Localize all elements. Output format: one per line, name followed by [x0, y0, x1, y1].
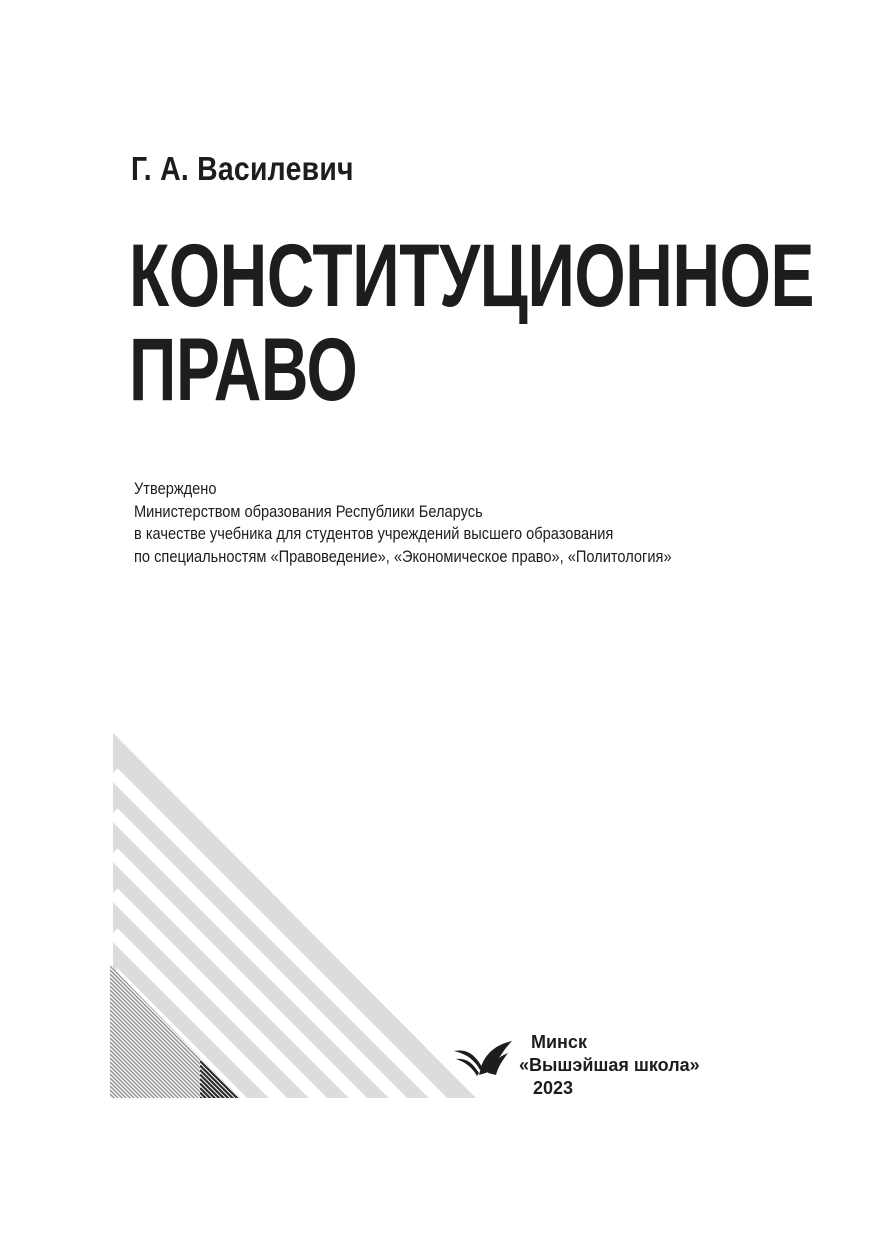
hatch-line — [110, 1078, 380, 1241]
hatch-line — [110, 1138, 380, 1241]
hatch-line — [110, 1190, 380, 1241]
hatch-line — [110, 1082, 380, 1241]
hatch-line — [110, 1090, 380, 1241]
title-line-2: ПРАВО — [129, 319, 358, 419]
hatch-line — [200, 1142, 284, 1226]
hatch-line — [110, 1230, 380, 1241]
hatch-line — [110, 1086, 380, 1241]
hatch-line — [200, 1102, 284, 1186]
hatch-line — [110, 1118, 380, 1241]
hatch-line — [110, 1142, 380, 1241]
author-name: Г. А. Василевич — [131, 150, 354, 187]
hatch-line — [110, 1106, 380, 1241]
hatch-line — [200, 1088, 284, 1172]
diagonal-stripe-band — [113, 733, 500, 1241]
hatch-line — [110, 1098, 380, 1241]
hatch-line — [110, 1186, 380, 1241]
hatch-line — [110, 1202, 380, 1241]
hatch-line — [110, 1114, 380, 1241]
hatch-line — [110, 1130, 380, 1241]
hatch-line — [200, 1097, 284, 1181]
hatch-line — [110, 1182, 380, 1241]
hatch-line — [110, 1102, 380, 1241]
hatch-line — [110, 1074, 380, 1241]
publisher-name: «Вышэйшая школа» — [519, 1055, 700, 1075]
hatch-line — [200, 1115, 284, 1199]
hatch-line — [110, 1222, 380, 1241]
hatch-line — [110, 1226, 380, 1241]
publisher-city: Минск — [531, 1032, 587, 1052]
hatch-line — [110, 1126, 380, 1241]
hatch-line — [200, 1093, 284, 1177]
hatch-line — [110, 1162, 380, 1241]
hatch-line — [110, 1214, 380, 1241]
hatch-line — [200, 1124, 284, 1208]
approval-line-4: по специальностям «Правоведение», «Экономическое право», «Политология» — [134, 546, 672, 566]
hatch-line — [200, 1138, 284, 1222]
hatch-line — [110, 1218, 380, 1241]
approval-line-2: Министерством образования Республики Беларусь — [134, 501, 483, 521]
hatch-line — [110, 1198, 380, 1241]
hatch-line — [110, 1210, 380, 1241]
publisher-logo-icon — [452, 1037, 514, 1081]
hatch-line — [110, 1206, 380, 1241]
hatch-line — [110, 1110, 380, 1241]
hatch-line — [110, 1158, 380, 1241]
hatch-line — [200, 1129, 284, 1213]
hatch-line — [110, 1178, 380, 1241]
hatch-line — [110, 1166, 380, 1241]
hatch-line — [110, 1194, 380, 1241]
publisher-block — [519, 1031, 700, 1100]
approval-line-1: Утверждено — [134, 479, 217, 498]
hatch-line — [110, 1154, 380, 1241]
hatch-line — [200, 1106, 284, 1190]
hatch-line — [110, 1134, 380, 1241]
hatch-line — [110, 1170, 380, 1241]
hatch-line — [200, 1111, 284, 1195]
hatch-line — [110, 1234, 380, 1241]
hatch-line — [110, 1174, 380, 1241]
hatch-line — [110, 1094, 380, 1241]
publication-year: 2023 — [533, 1078, 574, 1098]
hatch-line — [110, 1146, 380, 1241]
hatch-line — [110, 1150, 380, 1241]
hatch-line — [110, 1122, 380, 1241]
approval-line-3: в качестве учебника для студентов учреждений высшего образования — [134, 524, 614, 543]
hatch-line — [200, 1133, 284, 1217]
hatch-line — [200, 1120, 284, 1204]
title-line-1: КОНСТИТУЦИОННОЕ — [129, 225, 815, 325]
